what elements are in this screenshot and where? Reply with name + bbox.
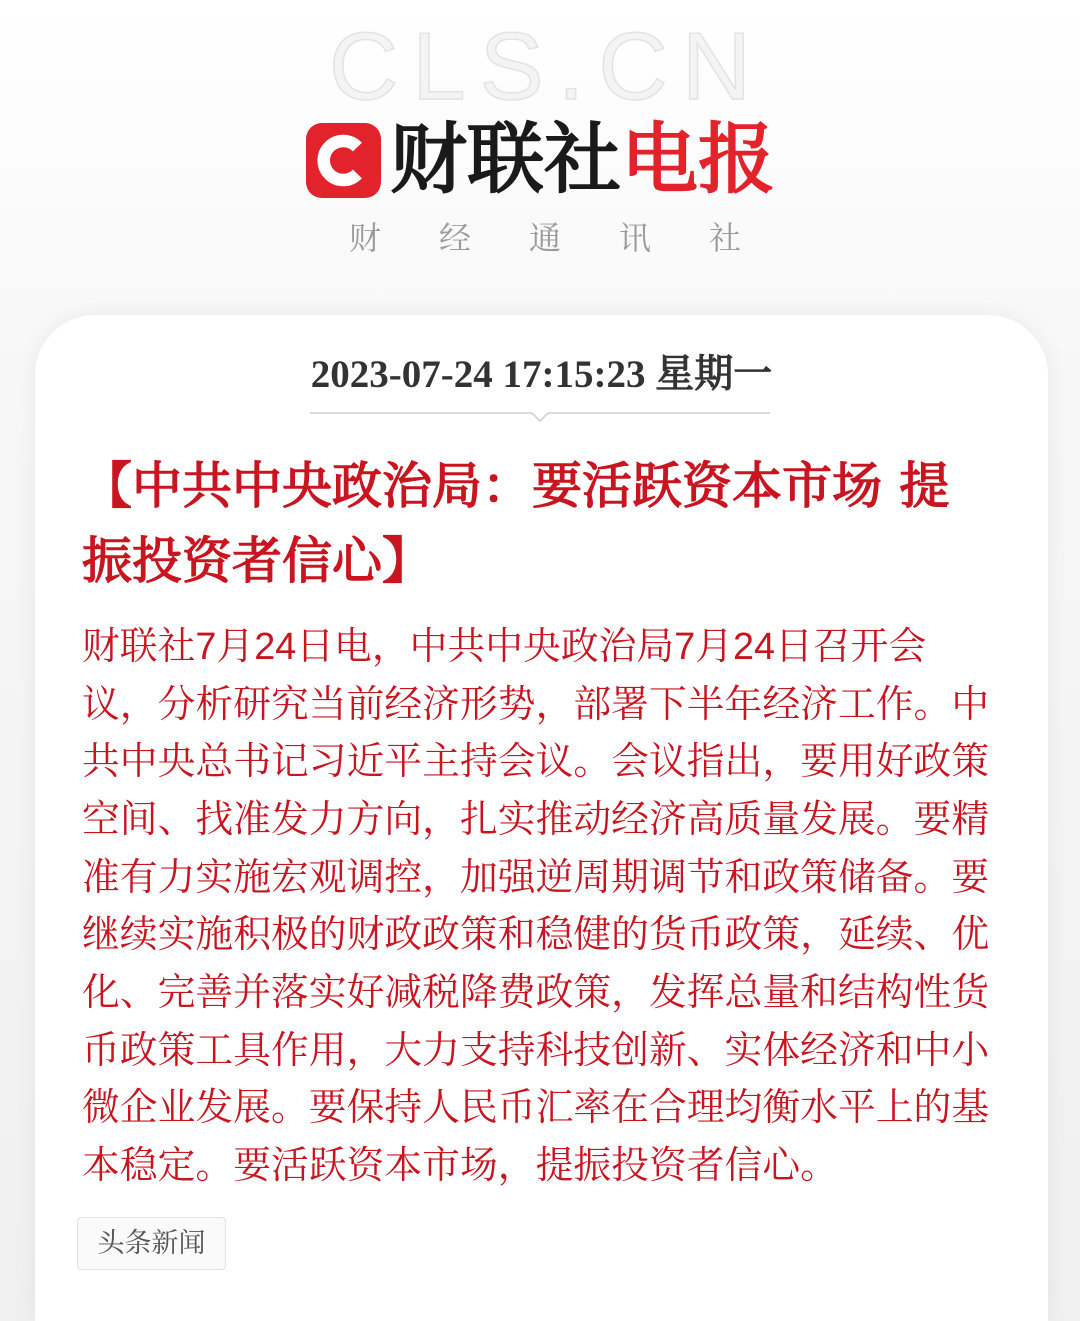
article-headline xyxy=(82,448,949,598)
body-line: 财联社7月24日电，中共中央政治局7月24日召开会 xyxy=(82,626,927,668)
headline-line: 【中共中央政治局：要活跃资本市场 提 xyxy=(82,456,950,515)
article-datetime: 2023-07-24 17:15:23 星期一 xyxy=(310,353,773,396)
brand-suffix: 电报 xyxy=(621,116,775,205)
brand-tagline: 财经通讯社 xyxy=(348,219,799,257)
body-line: 化、完善并落实好减税降费政策，发挥总量和结构性货 xyxy=(82,972,990,1015)
body-line: 共中央总书记习近平主持会议。会议指出，要用好政策 xyxy=(82,741,990,784)
body-line: 币政策工具作用，大力支持科技创新、实体经济和中小 xyxy=(82,1029,990,1072)
headline-line: 振投资者信心】 xyxy=(82,531,432,590)
article-card xyxy=(35,315,1048,1321)
body-line: 本稳定。要活跃资本市场，提振投资者信心。 xyxy=(82,1145,838,1188)
article-body xyxy=(82,619,989,1196)
logo-c-icon xyxy=(306,123,381,198)
category-tag[interactable]: 头条新闻 xyxy=(77,1217,226,1270)
body-line: 议，分析研究当前经济形势，部署下半年经济工作。中 xyxy=(82,683,990,726)
body-line: 继续实施积极的财政政策和稳健的货币政策，延续、优 xyxy=(82,914,990,957)
body-line: 准有力实施宏观调控，加强逆周期调节和政策储备。要 xyxy=(82,856,990,899)
watermark-text: CLS.CN xyxy=(328,13,766,120)
brand-logo xyxy=(306,116,775,205)
body-line: 微企业发展。要保持人民币汇率在合理均衡水平上的基 xyxy=(82,1087,990,1130)
date-divider xyxy=(310,407,770,423)
brand-name: 财联社 xyxy=(390,116,621,205)
body-line: 空间、找准发力方向，扎实推动经济高质量发展。要精 xyxy=(82,799,990,842)
